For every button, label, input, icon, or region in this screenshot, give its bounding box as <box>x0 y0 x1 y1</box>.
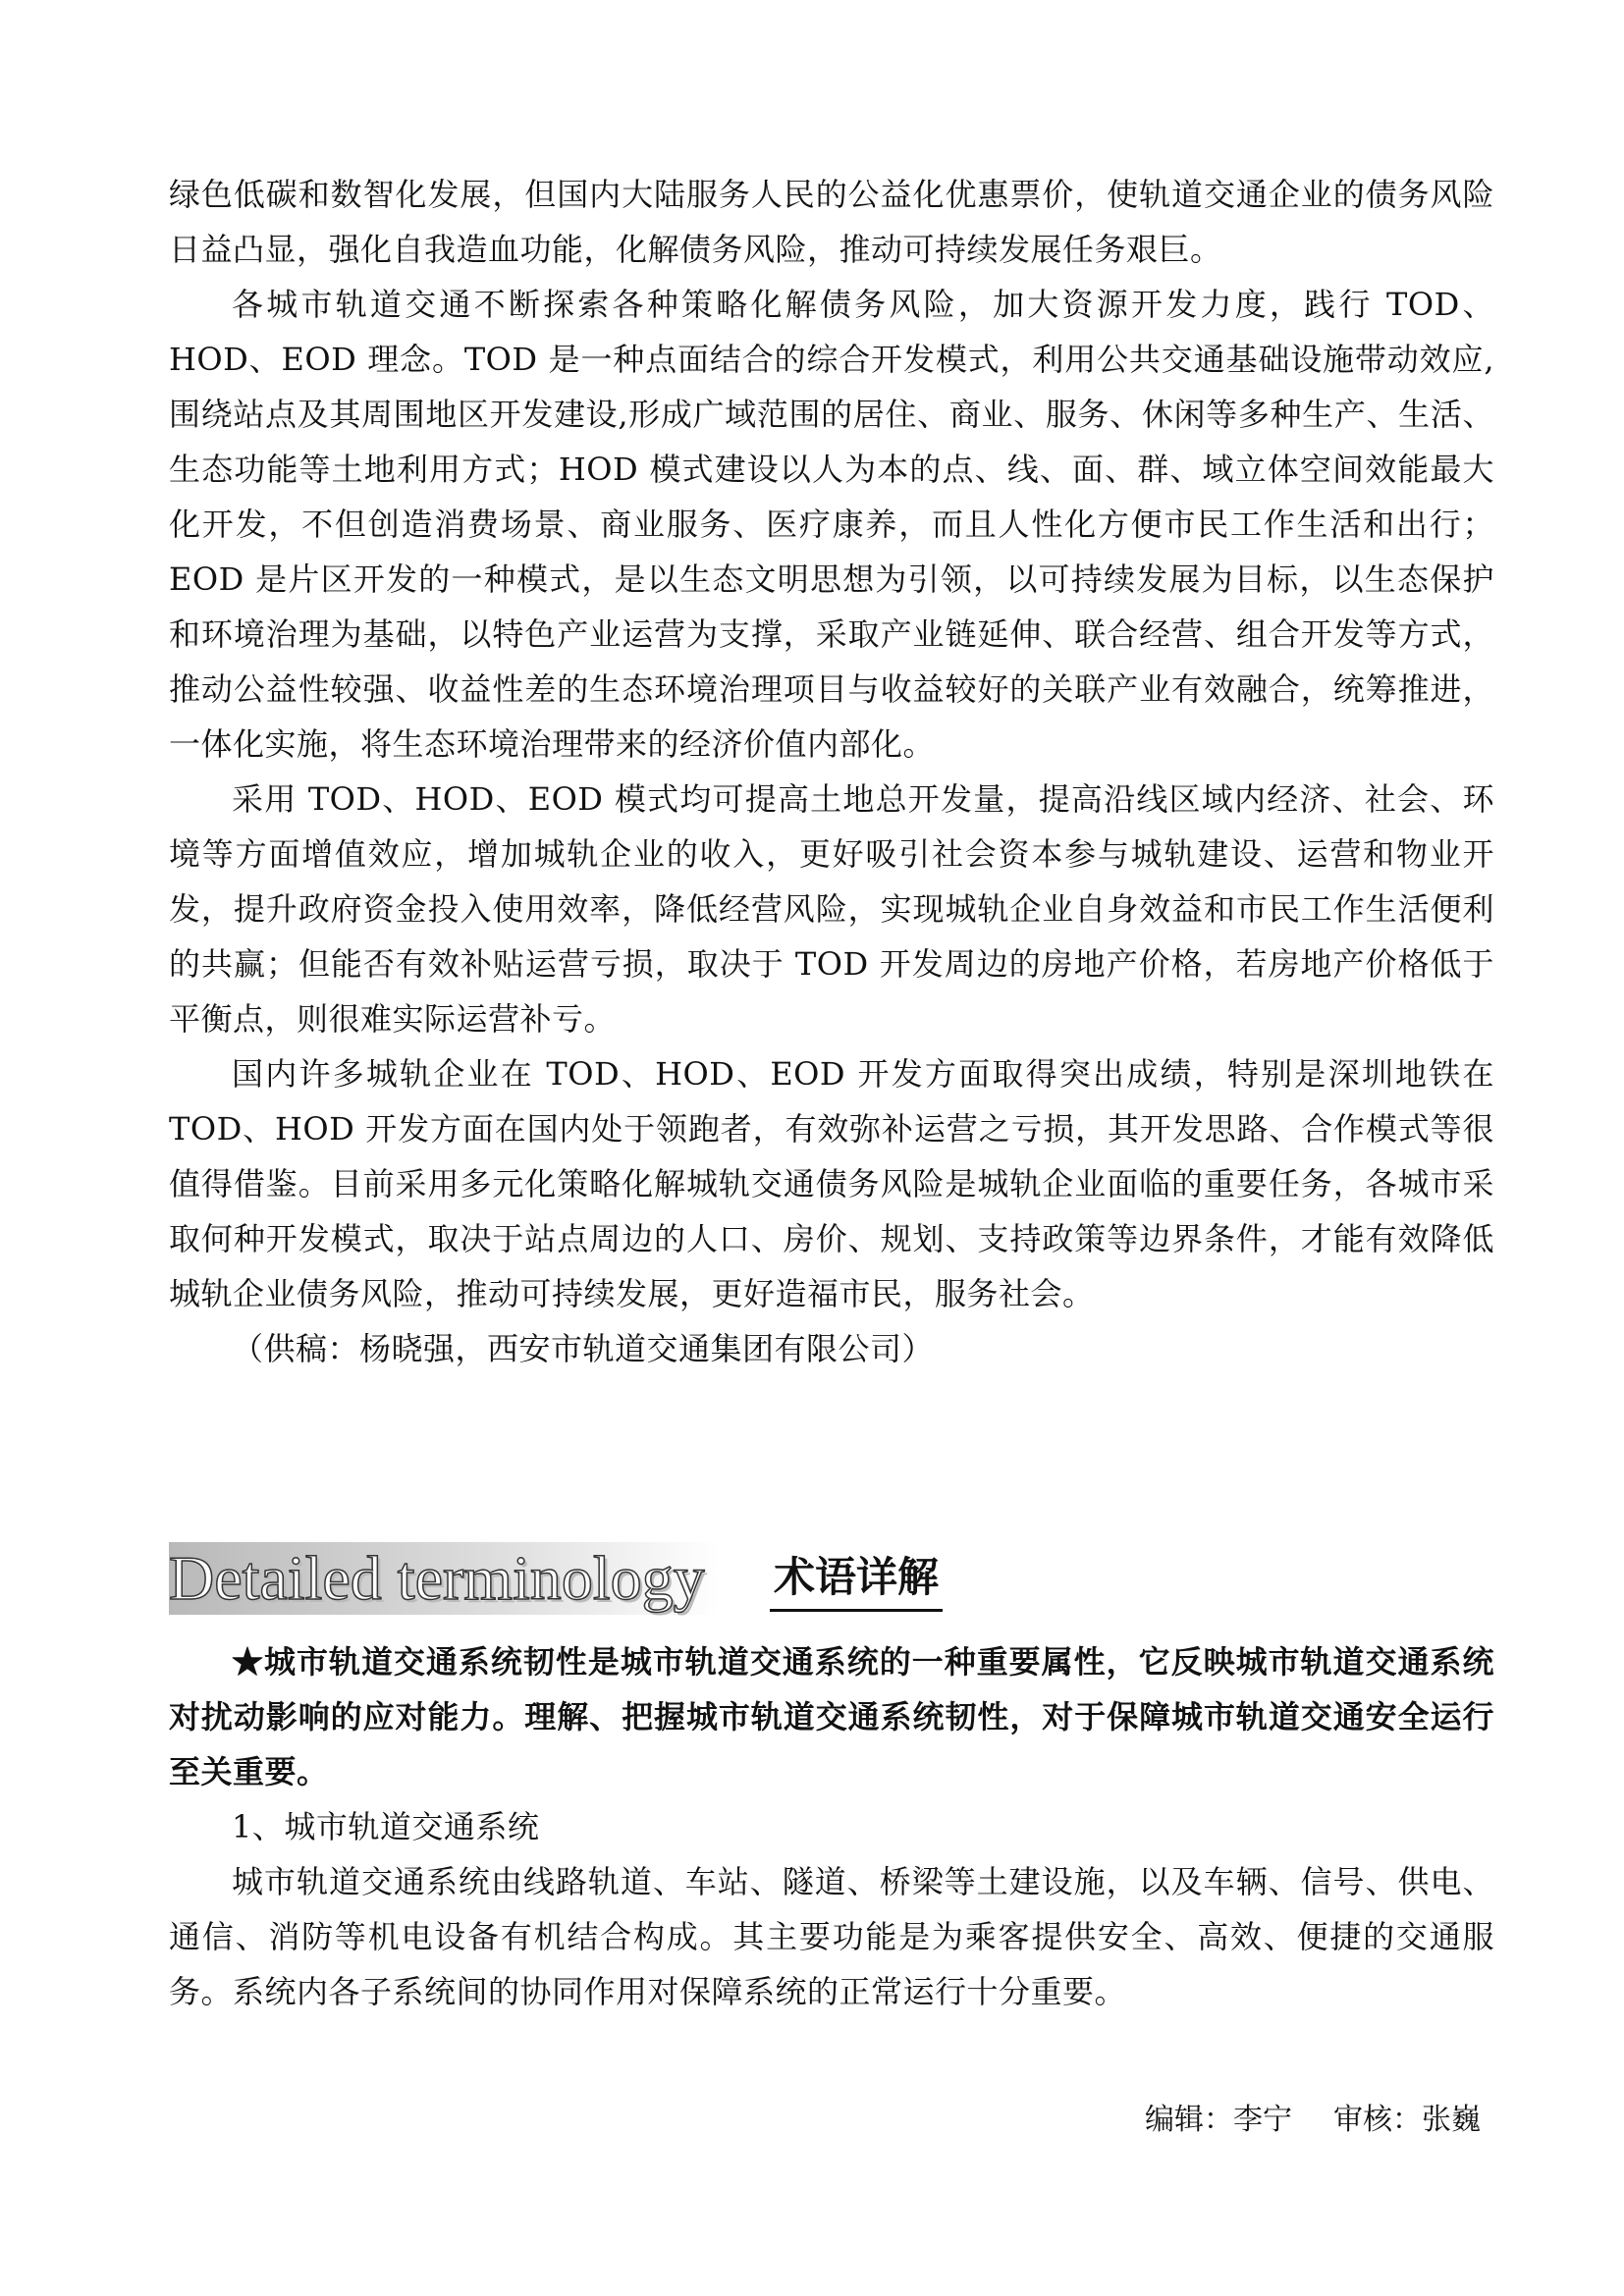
article-body <box>169 167 1494 1376</box>
terminology-body <box>169 1634 1494 2019</box>
article-credit: （供稿：杨晓强，西安市轨道交通集团有限公司） <box>232 1330 935 1367</box>
paragraph-1: 绿色低碳和数智化发展，但国内大陆服务人民的公益化优惠票价，使轨道交通企业的债务风险日益凸显，强化自我造血功能，化解债务风险，推动可持续发展任务艰巨。 <box>169 176 1494 268</box>
paragraph-4: 国内许多城轨企业在 TOD、HOD、EOD 开发方面取得突出成绩，特别是深圳地铁在 TOD、HOD 开发方面在国内处于领跑者，有效弥补运营之亏损，其开发思路、合作模式等很值得借鉴。目前采用多元化策略化解城轨交通债务风险是城轨企业面临的重要任务，各城市采取何种开发模式，取决于站点周边的人口、房价、规划、支持政策等边界条件，才能有效降低城轨企业债务风险，推动可持续发展，更好造福市民，服务社会。 <box>169 1055 1494 1312</box>
heading-english: Detailed terminology <box>169 1543 705 1613</box>
terminology-item-body: 城市轨道交通系统由线路轨道、车站、隧道、桥梁等土建设施，以及车辆、信号、供电、通信、消防等机电设备有机结合构成。其主要功能是为乘客提供安全、高效、便捷的交通服务。系统内各子系统间的协同作用对保障系统的正常运行十分重要。 <box>169 1863 1494 2010</box>
editor-credit: 编辑：李宁 <box>1145 2103 1292 2137</box>
terminology-intro: ★城市轨道交通系统韧性是城市轨道交通系统的一种重要属性，它反映城市轨道交通系统对扰动影响的应对能力。理解、把握城市轨道交通系统韧性，对于保障城市轨道交通安全运行至关重要。 <box>169 1643 1494 1790</box>
paragraph-2: 各城市轨道交通不断探索各种策略化解债务风险，加大资源开发力度，践行 TOD、HOD、EOD 理念。TOD 是一种点面结合的综合开发模式，利用公共交通基础设施带动效应,围绕站点及其周围地区开发建设,形成广域范围的居住、商业、服务、休闲等多种生产、生活、生态功能等土地利用方式；HOD 模式建设以人为本的点、线、面、群、域立体空间效能最大化开发，不但创造消费场景、商业服务、医疗康养，而且人性化方便市民工作生活和出行；EOD 是片区开发的一种模式，是以生态文明思想为引领，以可持续发展为目标，以生态保护和环境治理为基础，以特色产业运营为支撑，采取产业链延伸、联合经营、组合开发等方式，推动公益性较强、收益性差的生态环境治理项目与收益较好的关联产业有效融合，统筹推进，一体化实施，将生态环境治理带来的经济价值内部化。 <box>169 286 1494 763</box>
paragraph-3: 采用 TOD、HOD、EOD 模式均可提高土地总开发量，提高沿线区域内经济、社会、环境等方面增值效应，增加城轨企业的收入，更好吸引社会资本参与城轨建设、运营和物业开发，提升政府资金投入使用效率，降低经营风险，实现城轨企业自身效益和市民工作生活便利的共赢；但能否有效补贴运营亏损，取决于 TOD 开发周边的房地产价格，若房地产价格低于平衡点，则很难实际运营补亏。 <box>169 780 1494 1038</box>
reviewer-credit: 审核：张巍 <box>1333 2103 1481 2137</box>
heading-chinese: 术语详解 <box>770 1548 943 1612</box>
page-footer <box>1145 2101 1522 2140</box>
section-heading <box>169 1534 1494 1623</box>
terminology-item-title: 1、城市轨道交通系统 <box>232 1808 540 1845</box>
